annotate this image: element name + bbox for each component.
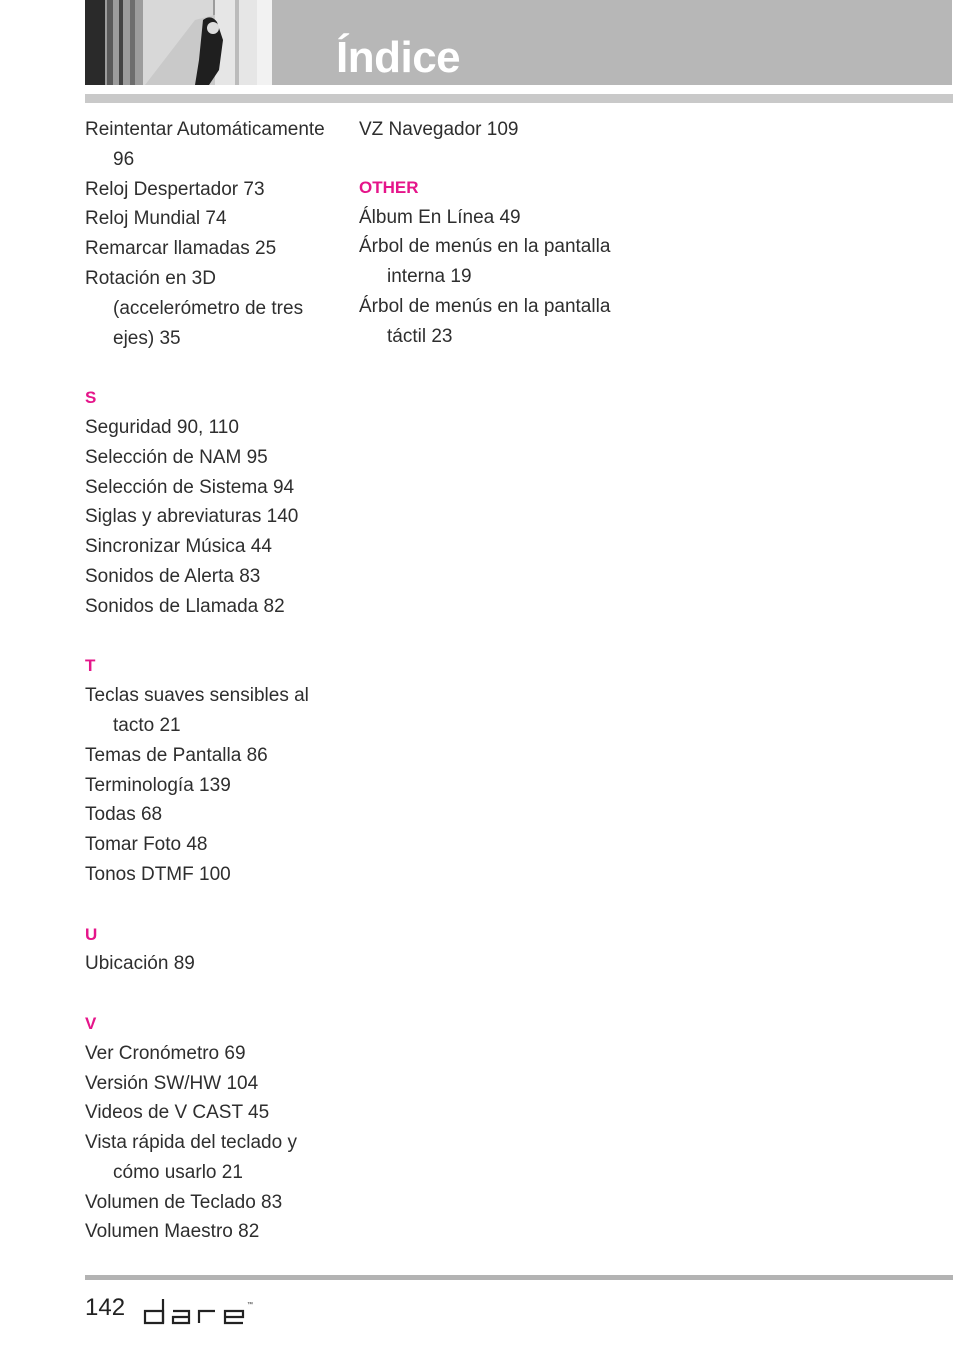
index-entry: Siglas y abreviaturas 140	[85, 506, 299, 528]
index-entry: Sonidos de Llamada 82	[85, 595, 285, 617]
index-entry: Videos de V CAST 45	[85, 1102, 270, 1124]
index-entry: Selección de NAM 95	[85, 446, 268, 468]
section-spacer	[85, 622, 335, 652]
header-photo	[85, 0, 272, 85]
index-entry: Seguridad 90, 110	[85, 416, 239, 438]
index-entry: Reloj Mundial 74	[85, 208, 227, 230]
index-entry: Todas 68	[85, 804, 163, 826]
footer-divider	[85, 1275, 953, 1280]
index-section-letter: U	[85, 924, 98, 944]
index-column-right	[359, 115, 619, 352]
section-spacer	[85, 353, 335, 383]
index-entry: Tonos DTMF 100	[85, 863, 231, 885]
index-entry: Reloj Despertador 73	[85, 178, 265, 200]
index-entry: Volumen de Teclado 83	[85, 1191, 283, 1213]
page-number: 142	[85, 1294, 126, 1321]
index-entry: Temas de Pantalla 86	[85, 744, 268, 766]
index-entry: Teclas suaves sensibles al tacto 21	[85, 685, 309, 736]
index-entry: Volumen Maestro 82	[85, 1221, 260, 1243]
index-entry: Versión SW/HW 104	[85, 1072, 259, 1094]
index-entry: Ubicación 89	[85, 953, 195, 975]
index-entry: Terminología 139	[85, 774, 231, 796]
index-section-letter: S	[85, 388, 97, 408]
index-section-letter: OTHER	[359, 177, 419, 197]
index-entry: Árbol de menús en la pantalla interna 19	[359, 236, 611, 288]
photo-illustration	[85, 0, 272, 85]
index-entry: Árbol de menús en la pantalla táctil 23	[359, 295, 611, 347]
index-entry: Ver Cronómetro 69	[85, 1042, 246, 1064]
index-entry: Tomar Foto 48	[85, 834, 208, 856]
page-title: Índice	[336, 33, 461, 82]
index-entry: Reintentar Automáticamente 96	[85, 119, 325, 170]
index-entry: Álbum En Línea 49	[359, 206, 521, 228]
index-entry: Selección de Sistema 94	[85, 476, 295, 498]
index-entry: Sincronizar Música 44	[85, 536, 272, 558]
index-entry: Sonidos de Alerta 83	[85, 565, 261, 587]
trademark-symbol: ™	[247, 1302, 253, 1308]
section-spacer	[359, 145, 619, 173]
section-spacer	[85, 979, 335, 1009]
index-entry: Rotación en 3D (accelerómetro de tres ejes) 35	[85, 267, 304, 349]
index-column-left	[85, 115, 335, 1247]
index-section-letter: T	[85, 656, 96, 676]
header-divider	[85, 94, 953, 103]
index-entry: VZ Navegador 109	[359, 119, 519, 140]
index-entry: Remarcar llamadas 25	[85, 238, 277, 260]
dare-logo	[143, 1297, 261, 1325]
header-bar	[272, 0, 952, 85]
index-section-letter: V	[85, 1013, 97, 1033]
section-spacer	[85, 890, 335, 920]
index-entry: Vista rápida del teclado y cómo usarlo 21	[85, 1132, 297, 1183]
